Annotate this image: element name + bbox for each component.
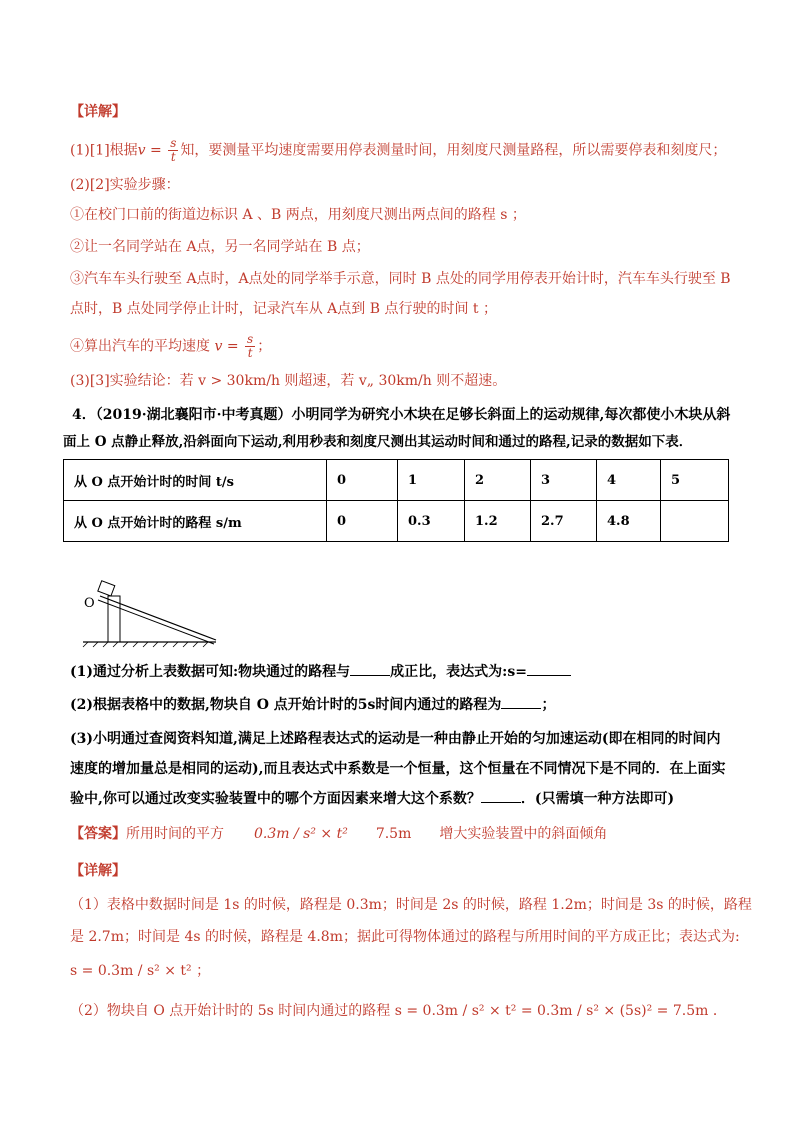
- detail-title: 【详解】: [70, 104, 126, 120]
- velocity-symbol-2: v: [214, 338, 223, 355]
- answer-3: 7.5m: [375, 826, 412, 842]
- detail-line-5: ③汽车车头行驶至 A点时，A点处的同学举手示意，同时 B 点处的同学用停表开始计时，汽车车头行驶至 B: [70, 271, 731, 287]
- velocity-symbol: v: [137, 142, 146, 159]
- table-cell: [661, 501, 729, 542]
- blank-2: [527, 675, 571, 676]
- data-table: [63, 459, 729, 542]
- question-part-2: [70, 695, 555, 715]
- table-row: [64, 460, 729, 501]
- fraction-denominator: t: [170, 150, 176, 164]
- detail-line-4: ②让一名同学站在 A点，另一名同学站在 B 点；: [70, 239, 370, 255]
- velocity-fraction-2: [245, 333, 255, 360]
- detail-line-7-suffix: ；: [257, 338, 272, 355]
- detail-line-7-prefix: ④算出汽车的平均速度: [70, 338, 215, 355]
- fraction-numerator-2: s: [247, 332, 254, 346]
- detail-2-line-4: （2）物块自 O 点开始计时的 5s 时间内通过的路程 s = 0.3m / s² × t² = 0.3m / s² × (5s)² = 7.5m ．: [70, 1003, 727, 1019]
- table-cell: 0: [327, 501, 398, 542]
- equals-sign-2: =: [222, 338, 244, 355]
- question-part-3-line-3: [70, 789, 674, 809]
- velocity-fraction: [168, 137, 178, 164]
- answer-4: 增大实验装置中的斜面倾角: [439, 826, 608, 842]
- question-text-1: 小明同学为研究小木块在足够长斜面上的运动规律,每次都使小木块从斜: [291, 407, 731, 423]
- incline-figure: [80, 578, 220, 648]
- table-cell: 5: [661, 460, 729, 501]
- table-row: [64, 501, 729, 542]
- detail-line-8: (3)[3]实验结论：若 v > 30km/h 则超速，若 v„ 30km/h 则不超速。: [70, 373, 507, 389]
- detail-line-1-suffix: 知，要测量平均速度需要用停表测量时间，用刻度尺测量路程，所以需要停表和刻度尺；: [180, 142, 727, 159]
- row-label-time: 从 O 点开始计时的时间 t/s: [64, 460, 327, 501]
- answer-1: 所用时间的平方: [126, 826, 224, 842]
- table-cell: 4.8: [597, 501, 661, 542]
- blank-4: [481, 802, 521, 803]
- question-source: （2019·湖北襄阳市·中考真题）: [95, 407, 292, 423]
- table-cell: 0.3: [398, 501, 465, 542]
- part-3-text-a: 验中,你可以通过改变实验装置中的哪个方面因素来增大这个系数？: [70, 791, 481, 807]
- question-line-1: [72, 405, 730, 425]
- detail-2-title: 【详解】: [70, 863, 126, 879]
- detail-2-line-2: 是 2.7m；时间是 4s 的时候，路程是 4.8m；据此可得物体通过的路程与所用时间的平方成正比；表达式为:: [70, 929, 740, 945]
- blank-1: [350, 675, 390, 676]
- point-o-label: O: [84, 596, 95, 611]
- table-cell: 2.7: [531, 501, 597, 542]
- part-3-text-b: ．(只需填一种方法即可): [520, 791, 675, 807]
- table-cell: 1.2: [465, 501, 531, 542]
- fraction-denominator-2: t: [247, 346, 253, 360]
- detail-line-6: 点时，B 点处同学停止计时，记录汽车从 A点到 B 点行驶的时间 t ；: [70, 301, 498, 317]
- detail-line-1-prefix: (1)[1]根据: [70, 142, 138, 159]
- table-cell: 4: [597, 460, 661, 501]
- question-number: 4．: [72, 407, 96, 423]
- blank-3: [501, 708, 541, 709]
- table-cell: 1: [398, 460, 465, 501]
- part-1-text-b: 成正比，表达式为:s=: [390, 664, 527, 680]
- equals-sign: =: [145, 142, 167, 159]
- table-cell: 3: [531, 460, 597, 501]
- answer-2: 0.3m / s² × t²: [254, 826, 348, 842]
- answer-line: [70, 824, 607, 844]
- question-line-2: 面上 O 点静止释放,沿斜面向下运动,利用秒表和刻度尺测出其运动时间和通过的路程,记录的数据如下表．: [63, 434, 693, 450]
- row-label-distance: 从 O 点开始计时的路程 s/m: [64, 501, 327, 542]
- table-cell: 2: [465, 460, 531, 501]
- fraction-numerator: s: [170, 136, 177, 150]
- incline-diagram: [80, 578, 220, 648]
- question-part-3-line-1: (3)小明通过查阅资料知道,满足上述路程表达式的运动是一种由静止开始的匀加速运动(即在相同的时间内: [70, 731, 721, 747]
- part-1-text-a: (1)通过分析上表数据可知:物块通过的路程与: [70, 664, 351, 680]
- answer-tag: 【答案】: [70, 826, 126, 842]
- part-2-text-a: (2)根据表格中的数据,物块自 O 点开始计时的5s时间内通过的路程为: [70, 697, 502, 713]
- detail-2-line-1: （1）表格中数据时间是 1s 的时候，路程是 0.3m；时间是 2s 的时候，路程 1.2m；时间是 3s 的时候，路程: [70, 897, 752, 913]
- detail-line-3: ①在校门口前的街道边标识 A 、B 两点，用刻度尺测出两点间的路程 s ；: [70, 207, 526, 223]
- question-part-1: [70, 662, 571, 682]
- table-cell: 0: [327, 460, 398, 501]
- detail-line-2: (2)[2]实验步骤：: [70, 177, 180, 193]
- detail-line-7: [70, 333, 271, 360]
- detail-line-1: [70, 137, 726, 164]
- detail-2-line-3: s = 0.3m / s² × t² ；: [70, 963, 211, 979]
- question-part-3-line-2: 速度的增加量总是相同的运动),而且表达式中系数是一个恒量，这个恒量在不同情况下是不同的．在上面实: [70, 761, 726, 777]
- part-2-text-b: ；: [541, 697, 556, 713]
